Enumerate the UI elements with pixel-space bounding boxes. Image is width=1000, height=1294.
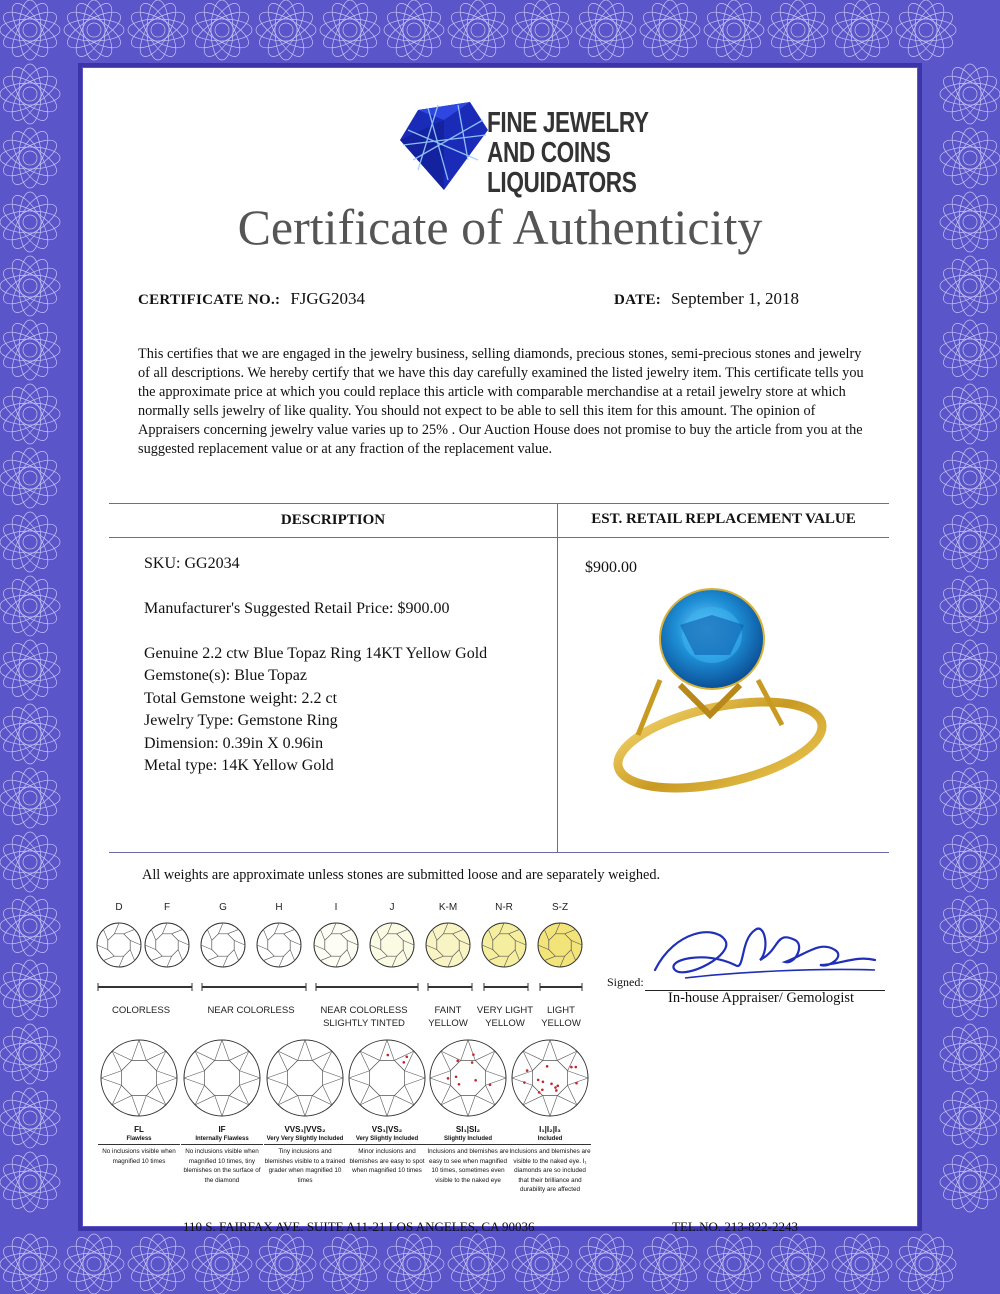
inclusion-mark — [458, 1083, 461, 1086]
clarity-grade — [98, 1125, 180, 1166]
color-category-label: COLORLESS — [111, 1005, 171, 1016]
clarity-grade-description: Inclusions and blemishes are easy to see when magnified 10 times, sometimes even visible to the naked eye — [427, 1148, 509, 1184]
brand-name — [487, 108, 649, 198]
signed-label: Signed: — [607, 975, 644, 989]
color-grade-label: K-M — [438, 902, 458, 913]
certification-statement: This certifies that we are engaged in the jewelry business, selling diamonds, precious stones, semi-precious stones and jewelry of all descriptions. We hereby certify that we have this day carefully examined the listed jewelry item. This certificate tells you the approximate price at which you could replace this article with comparable merchandise at a retail jewelry store at which normally sells jewelry of like quality. You should not expect to be able to sell this item for this amount. The opinion of Appraisers concerning jewelry value varies up to 25% . Our Auction House does not promise to buy the article from you at the suggested replacement value or at any fraction of the replacement value. — [138, 346, 864, 457]
inclusion-mark — [554, 1086, 557, 1089]
gem-logo-icon — [398, 100, 490, 192]
clarity-grade-name: Flawless — [98, 1135, 180, 1145]
inclusion-mark — [570, 1066, 573, 1069]
color-grade-diamond — [482, 923, 526, 967]
table-top-rule — [109, 503, 889, 504]
color-category-label: VERY LIGHT YELLOW — [476, 1005, 534, 1029]
sku: SKU: GG2034 — [144, 555, 240, 572]
inclusion-mark — [546, 1065, 549, 1068]
clarity-grade — [181, 1125, 263, 1185]
clarity-grade — [264, 1125, 346, 1185]
clarity-diamonds — [93, 1032, 593, 1127]
clarity-grade — [427, 1125, 509, 1185]
inclusion-mark — [538, 1091, 541, 1094]
clarity-grade-description: No inclusions visible when magnified 10 times — [102, 1148, 176, 1165]
inclusion-mark — [403, 1061, 406, 1064]
color-grade-diamond — [201, 923, 245, 967]
color-category-label: FAINT YELLOW — [428, 1005, 468, 1029]
color-grade-diamond — [257, 923, 301, 967]
color-grade-diamond — [314, 923, 358, 967]
color-grade-label: N-R — [495, 902, 513, 913]
clarity-diamond — [101, 1040, 177, 1116]
color-category-label: LIGHT YELLOW — [541, 1005, 581, 1029]
clarity-diamond — [512, 1040, 588, 1116]
clarity-grade — [509, 1125, 591, 1195]
inclusion-mark — [555, 1089, 558, 1092]
footer-phone: TEL.NO. 213-822-2243 — [672, 1219, 799, 1234]
clarity-grade-name: Included — [509, 1135, 591, 1145]
certificate-number-label: CERTIFICATE NO.: — [138, 292, 281, 308]
color-grade-diamond — [426, 923, 470, 967]
color-grade-label: H — [275, 902, 283, 913]
clarity-grade-code: SI₁|SI₂ — [455, 1125, 481, 1134]
value-header: EST. RETAIL REPLACEMENT VALUE — [591, 511, 856, 527]
clarity-grade-code: I₁|I₂|I₃ — [539, 1125, 561, 1134]
clarity-diamond — [184, 1040, 260, 1116]
color-grade-label: S-Z — [551, 902, 569, 913]
color-category-label: NEAR COLORLESS — [207, 1005, 295, 1016]
certificate-number — [138, 289, 365, 309]
description-line: Dimension: 0.39in X 0.96in — [144, 735, 324, 752]
inclusion-mark — [575, 1082, 578, 1085]
clarity-grade-description: Inclusions and blemishes are visible to the naked eye. I₁ diamonds are so included that their brilliance and durability are affected — [509, 1148, 591, 1193]
table-column-divider — [557, 503, 558, 852]
clarity-grade-description: No inclusions visible when magnified 10 times, tiny blemishes on the surface of the diamond — [183, 1148, 261, 1184]
color-grade-label: G — [219, 902, 227, 913]
page-title: Certificate of Authenticity — [237, 199, 763, 255]
table-header-rule — [109, 537, 889, 538]
color-grade-diamond — [538, 923, 582, 967]
inclusion-mark — [472, 1053, 475, 1056]
inclusion-mark — [523, 1081, 526, 1084]
color-grade-diamond — [97, 923, 141, 967]
inclusion-mark — [542, 1080, 545, 1083]
inclusion-mark — [537, 1079, 540, 1082]
inclusion-mark — [387, 1054, 390, 1057]
inclusion-mark — [471, 1061, 474, 1064]
description-line: Genuine 2.2 ctw Blue Topaz Ring 14KT Yellow Gold — [144, 645, 488, 662]
clarity-diamond — [349, 1040, 425, 1116]
table-bottom-rule — [109, 852, 889, 853]
blue-topaz-ring-image — [600, 585, 835, 803]
clarity-diamond — [267, 1040, 343, 1116]
description-line: Metal type: 14K Yellow Gold — [144, 757, 334, 774]
inclusion-mark — [447, 1077, 450, 1080]
color-category-label: NEAR COLORLESS SLIGHTLY TINTED — [320, 1005, 408, 1029]
certificate-number-value: FJGG2034 — [290, 289, 365, 308]
date-label: DATE: — [614, 292, 662, 308]
inclusion-mark — [550, 1082, 553, 1085]
clarity-grade-name: Slightly Included — [427, 1135, 509, 1145]
color-grade-label: D — [115, 902, 123, 913]
color-grade-label: F — [163, 902, 171, 913]
inclusion-mark — [405, 1055, 408, 1058]
brand-line-3: LIQUIDATORS — [487, 167, 637, 199]
clarity-grade-name: Very Very Slightly Included — [264, 1135, 346, 1145]
inclusion-mark — [574, 1066, 577, 1069]
clarity-grade-code: VVS₁|VVS₂ — [284, 1125, 326, 1134]
inclusion-mark — [455, 1075, 458, 1078]
inclusion-mark — [541, 1088, 544, 1091]
clarity-grade-code: VS₁|VS₂ — [371, 1125, 403, 1134]
inclusion-mark — [526, 1069, 529, 1072]
description-line: Gemstone(s): Blue Topaz — [144, 667, 307, 684]
description-line: Total Gemstone weight: 2.2 ct — [144, 690, 338, 707]
clarity-diamond — [430, 1040, 506, 1116]
color-grade-diamond — [145, 923, 189, 967]
description-header: DESCRIPTION — [280, 512, 386, 528]
clarity-grade-description: Tiny inclusions and blemishes visible to a trained grader when magnified 10 times — [264, 1148, 346, 1184]
color-grade-diamond — [370, 923, 414, 967]
inclusion-mark — [556, 1084, 559, 1087]
description-line: Jewelry Type: Gemstone Ring — [144, 712, 338, 729]
appraiser-role: In-house Appraiser/ Gemologist — [668, 990, 855, 1006]
clarity-grade-name: Very Slightly Included — [346, 1135, 428, 1145]
clarity-grade — [346, 1125, 428, 1176]
brand-line-1: FINE JEWELRY — [487, 107, 649, 139]
clarity-grade-description: Minor inclusions and blemishes are easy to spot when magnified 10 times — [349, 1148, 425, 1174]
certificate-date — [614, 289, 799, 309]
clarity-grade-code: IF — [218, 1125, 226, 1134]
footer-address: 110 S. FAIRFAX AVE. SUITE A11-21 LOS ANGELES, CA 90036 — [183, 1219, 535, 1234]
signature-image — [645, 910, 885, 990]
color-grade-label: I — [334, 902, 338, 913]
clarity-grade-name: Internally Flawless — [181, 1135, 263, 1145]
retail-value: $900.00 — [585, 559, 637, 576]
color-grade-label: J — [389, 902, 395, 913]
weights-note: All weights are approximate unless stones are submitted loose and are separately weighed. — [142, 867, 661, 883]
inclusion-mark — [489, 1083, 492, 1086]
inclusion-mark — [474, 1079, 477, 1082]
msrp: Manufacturer's Suggested Retail Price: $900.00 — [144, 600, 450, 617]
inclusion-mark — [456, 1060, 459, 1063]
clarity-grade-code: FL — [134, 1125, 144, 1134]
date-value: September 1, 2018 — [671, 289, 800, 308]
brand-line-2: AND COINS — [487, 137, 611, 169]
